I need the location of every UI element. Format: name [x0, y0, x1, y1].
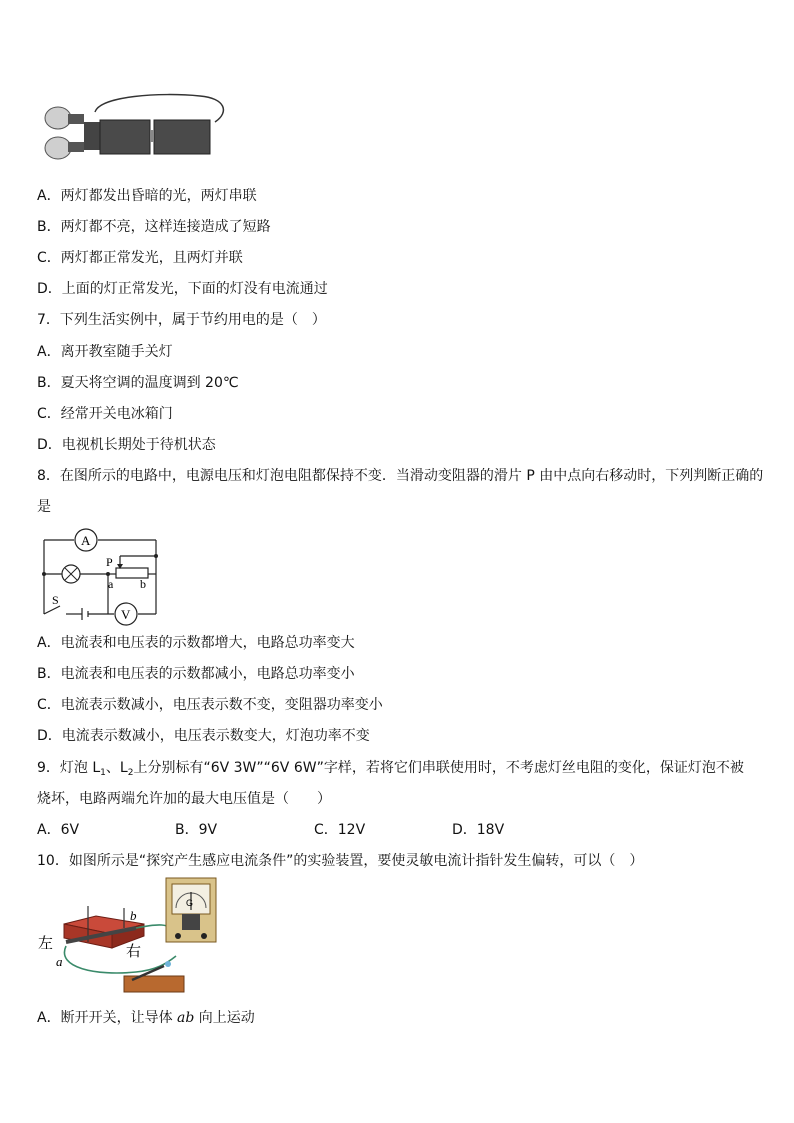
q10-stem: 10．如图所示是“探究产生感应电流条件”的实验装置，要使灵敏电流计指针发生偏转，可以（ ）: [37, 853, 644, 869]
induction-figure: [36, 876, 236, 998]
q7-option-b: B．夏天将空调的温度调到 20℃: [37, 375, 239, 391]
q9-option-a: A．6V: [37, 822, 80, 838]
end-a-label: a: [108, 577, 114, 591]
slider-label: P: [106, 555, 113, 569]
q8-option-a: A．电流表和电压表的示数都增大，电路总功率变大: [37, 635, 355, 651]
right-label: 右: [126, 944, 142, 960]
q6-option-d: D．上面的灯正常发光，下面的灯没有电流通过: [37, 281, 328, 297]
q6-option-a: A．两灯都发出昏暗的光，两灯串联: [37, 188, 257, 204]
voltmeter-label: V: [121, 607, 131, 622]
q9-stem: 9．灯泡 $L_1$、$L_2$上分别标有“6V 3W”“6V 6W”字样，若将它们串联使用时，不考虑灯丝电阻的变化，保证灯泡不被: [37, 760, 744, 778]
q9-option-c: C．12V: [314, 822, 366, 838]
induction-apparatus-drawing: [36, 876, 236, 998]
q9-option-d: D．18V: [452, 822, 505, 838]
q9-option-b: B．9V: [175, 822, 218, 838]
q9-stem-cont: 烧坏，电路两端允许加的最大电压值是（ ）: [37, 791, 331, 807]
q10-option-a: A．断开开关，让导体 ab 向上运动: [37, 1010, 255, 1026]
q8-option-b: B．电流表和电压表的示数都减小，电路总功率变小: [37, 666, 355, 682]
bulbs-battery-figure: [40, 90, 240, 170]
q6-option-c: C．两灯都正常发光，且两灯并联: [37, 250, 243, 266]
q8-stem-cont: 是: [37, 499, 51, 515]
left-label: 左: [38, 936, 54, 952]
end-b-label: b: [140, 577, 146, 591]
q7-option-a: A．离开教室随手关灯: [37, 344, 173, 360]
end-a-label: a: [56, 954, 63, 969]
q8-option-d: D．电流表示数减小，电压表示数变大，灯泡功率不变: [37, 728, 370, 744]
circuit-diagram: [36, 526, 166, 626]
ammeter-label: A: [81, 533, 91, 548]
end-b-label: b: [130, 908, 137, 923]
q6-option-b: B．两灯都不亮，这样连接造成了短路: [37, 219, 271, 235]
q7-stem: 7．下列生活实例中，属于节约用电的是（ ）: [37, 312, 326, 328]
q7-option-c: C．经常开关电冰箱门: [37, 406, 173, 422]
q8-stem: 8．在图所示的电路中，电源电压和灯泡电阻都保持不变．当滑动变阻器的滑片 P 由中点向右移动时，下列判断正确的: [37, 468, 764, 484]
circuit-figure: [36, 526, 166, 626]
q7-option-d: D．电视机长期处于待机状态: [37, 437, 216, 453]
bulbs-battery-drawing: [40, 90, 240, 170]
switch-label: S: [52, 593, 59, 607]
q8-option-c: C．电流表示数减小，电压表示数不变，变阻器功率变小: [37, 697, 383, 713]
galvanometer-label: G: [186, 898, 194, 908]
